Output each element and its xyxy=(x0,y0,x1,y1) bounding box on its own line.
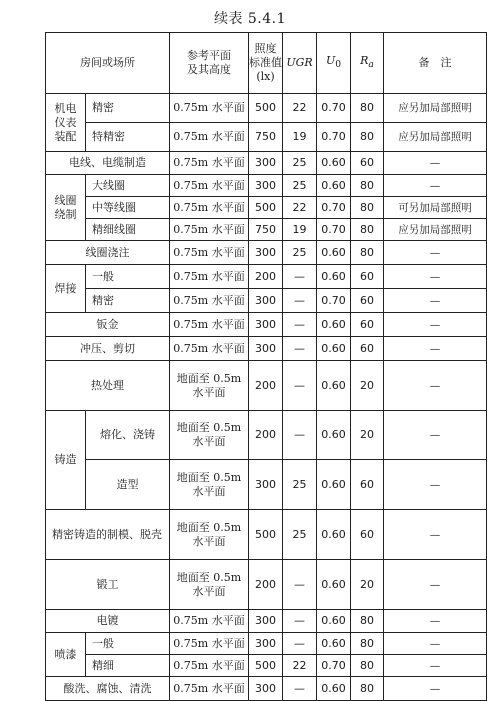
ugr-cell: 22 xyxy=(283,197,317,219)
plane-cell: 地面至 0.5m 水平面 xyxy=(170,510,249,560)
u0-cell: 0.70 xyxy=(317,197,351,219)
group-cell: 线圈 绕制 xyxy=(46,175,86,241)
table-row xyxy=(46,361,487,411)
ra-cell: 80 xyxy=(351,175,384,197)
ugr-cell: — xyxy=(283,337,317,361)
table-row xyxy=(46,265,487,289)
header-ra: $R_a$ xyxy=(351,33,384,94)
plane-cell: 0.75m 水平面 xyxy=(170,123,249,152)
plane-cell: 0.75m 水平面 xyxy=(170,655,249,677)
lux-cell: 500 xyxy=(249,655,283,677)
u0-cell: 0.60 xyxy=(317,265,351,289)
ugr-cell: 22 xyxy=(283,94,317,123)
header-ugr: UGR xyxy=(283,33,317,94)
table-row xyxy=(46,610,487,633)
note-cell: — xyxy=(384,655,487,677)
u0-cell: 0.70 xyxy=(317,219,351,241)
u0-cell: 0.60 xyxy=(317,175,351,197)
ugr-cell: — xyxy=(283,361,317,411)
plane-cell: 0.75m 水平面 xyxy=(170,610,249,633)
ra-cell: 80 xyxy=(351,633,384,655)
note-cell: — xyxy=(384,460,487,510)
u0-cell: 0.60 xyxy=(317,633,351,655)
ugr-cell: — xyxy=(283,265,317,289)
place-cell: 线圈浇注 xyxy=(46,241,170,265)
u0-cell: 0.60 xyxy=(317,361,351,411)
plane-cell: 0.75m 水平面 xyxy=(170,219,249,241)
place-cell: 精密铸造的制模、脱壳 xyxy=(46,510,170,560)
u0-cell: 0.60 xyxy=(317,241,351,265)
u0-cell: 0.60 xyxy=(317,560,351,610)
ugr-cell: — xyxy=(283,560,317,610)
ra-cell: 60 xyxy=(351,289,384,313)
table-title: 续表 5.4.1 xyxy=(213,11,287,27)
note-cell: — xyxy=(384,289,487,313)
note-cell: — xyxy=(384,152,487,175)
ra-cell: 80 xyxy=(351,610,384,633)
note-cell: 应另加局部照明 xyxy=(384,94,487,123)
group-cell: 喷漆 xyxy=(46,633,86,677)
table-row xyxy=(46,460,487,510)
u0-cell: 0.70 xyxy=(317,655,351,677)
plane-cell: 0.75m 水平面 xyxy=(170,677,249,701)
sub-place-cell: 中等线圈 xyxy=(86,197,170,219)
lux-cell: 500 xyxy=(249,510,283,560)
ra-cell: 60 xyxy=(351,313,384,337)
ugr-cell: 25 xyxy=(283,152,317,175)
note-cell: — xyxy=(384,175,487,197)
ra-cell: 80 xyxy=(351,123,384,152)
place-cell: 酸洗、腐蚀、清洗 xyxy=(46,677,170,701)
ugr-cell: — xyxy=(283,411,317,460)
header-plane: 参考平面 及其高度 xyxy=(170,33,249,94)
plane-cell: 0.75m 水平面 xyxy=(170,633,249,655)
place-cell: 电线、电缆制造 xyxy=(46,152,170,175)
sub-place-cell: 造型 xyxy=(86,460,170,510)
table-row xyxy=(46,510,487,560)
note-cell: 应另加局部照明 xyxy=(384,123,487,152)
u0-cell: 0.60 xyxy=(317,337,351,361)
place-cell: 电镀 xyxy=(46,610,170,633)
ra-cell: 20 xyxy=(351,411,384,460)
plane-cell: 0.75m 水平面 xyxy=(170,337,249,361)
table-row xyxy=(46,411,487,460)
plane-cell: 地面至 0.5m 水平面 xyxy=(170,361,249,411)
ugr-cell: — xyxy=(283,633,317,655)
sub-place-cell: 精密 xyxy=(86,94,170,123)
lux-cell: 200 xyxy=(249,411,283,460)
ugr-cell: 25 xyxy=(283,175,317,197)
sub-place-cell: 熔化、浇铸 xyxy=(86,411,170,460)
sub-place-cell: 精密 xyxy=(86,289,170,313)
plane-cell: 地面至 0.5m 水平面 xyxy=(170,560,249,610)
note-cell: — xyxy=(384,411,487,460)
ra-cell: 20 xyxy=(351,361,384,411)
ugr-cell: — xyxy=(283,610,317,633)
note-cell: — xyxy=(384,265,487,289)
table-row xyxy=(46,219,487,241)
note-cell: 可另加局部照明 xyxy=(384,197,487,219)
group-cell: 焊接 xyxy=(46,265,86,313)
lux-cell: 500 xyxy=(249,94,283,123)
sub-place-cell: 一般 xyxy=(86,265,170,289)
plane-cell: 0.75m 水平面 xyxy=(170,313,249,337)
u0-cell: 0.60 xyxy=(317,460,351,510)
table-row xyxy=(46,241,487,265)
ra-cell: 80 xyxy=(351,655,384,677)
u0-cell: 0.60 xyxy=(317,411,351,460)
plane-cell: 0.75m 水平面 xyxy=(170,152,249,175)
place-cell: 钣金 xyxy=(46,313,170,337)
u0-cell: 0.70 xyxy=(317,123,351,152)
place-cell: 冲压、剪切 xyxy=(46,337,170,361)
header-lux: 照度 标准值 (lx) xyxy=(249,33,283,94)
ugr-cell: — xyxy=(283,289,317,313)
table-row xyxy=(46,677,487,701)
ra-cell: 60 xyxy=(351,460,384,510)
header-place: 房间或场所 xyxy=(46,33,170,94)
header-row xyxy=(46,33,487,94)
plane-cell: 0.75m 水平面 xyxy=(170,197,249,219)
table-row xyxy=(46,289,487,313)
ra-cell: 80 xyxy=(351,197,384,219)
u0-cell: 0.70 xyxy=(317,94,351,123)
plane-cell: 0.75m 水平面 xyxy=(170,175,249,197)
plane-cell: 地面至 0.5m 水平面 xyxy=(170,411,249,460)
lux-cell: 300 xyxy=(249,241,283,265)
sub-place-cell: 精细线圈 xyxy=(86,219,170,241)
sub-place-cell: 一般 xyxy=(86,633,170,655)
ra-cell: 20 xyxy=(351,560,384,610)
ugr-cell: 22 xyxy=(283,655,317,677)
u0-cell: 0.60 xyxy=(317,677,351,701)
u0-cell: 0.70 xyxy=(317,289,351,313)
ugr-cell: 25 xyxy=(283,241,317,265)
note-cell: — xyxy=(384,313,487,337)
lux-cell: 300 xyxy=(249,152,283,175)
place-cell: 锻工 xyxy=(46,560,170,610)
ra-cell: 80 xyxy=(351,219,384,241)
u0-cell: 0.60 xyxy=(317,610,351,633)
table-row xyxy=(46,175,487,197)
u0-cell: 0.60 xyxy=(317,510,351,560)
table-row xyxy=(46,337,487,361)
lux-cell: 300 xyxy=(249,633,283,655)
lux-cell: 300 xyxy=(249,610,283,633)
sub-place-cell: 大线圈 xyxy=(86,175,170,197)
table-row xyxy=(46,655,487,677)
lux-cell: 200 xyxy=(249,560,283,610)
ra-cell: 80 xyxy=(351,94,384,123)
lighting-standards-table xyxy=(45,32,487,701)
ugr-cell: 25 xyxy=(283,460,317,510)
ugr-cell: 25 xyxy=(283,510,317,560)
ra-cell: 60 xyxy=(351,152,384,175)
note-cell: — xyxy=(384,510,487,560)
header-note: 备 注 xyxy=(384,33,487,94)
lux-cell: 200 xyxy=(249,265,283,289)
plane-cell: 0.75m 水平面 xyxy=(170,289,249,313)
ra-cell: 60 xyxy=(351,510,384,560)
table-row xyxy=(46,94,487,123)
note-cell: — xyxy=(384,241,487,265)
note-cell: 应另加局部照明 xyxy=(384,219,487,241)
lux-cell: 300 xyxy=(249,175,283,197)
note-cell: — xyxy=(384,337,487,361)
ugr-cell: 19 xyxy=(283,219,317,241)
place-cell: 热处理 xyxy=(46,361,170,411)
ra-cell: 60 xyxy=(351,265,384,289)
table-row xyxy=(46,313,487,337)
ugr-cell: — xyxy=(283,677,317,701)
ra-cell: 80 xyxy=(351,677,384,701)
note-cell: — xyxy=(384,677,487,701)
lux-cell: 500 xyxy=(249,197,283,219)
sub-place-cell: 精细 xyxy=(86,655,170,677)
u0-cell: 0.60 xyxy=(317,313,351,337)
table-row xyxy=(46,123,487,152)
lux-cell: 750 xyxy=(249,123,283,152)
table-row xyxy=(46,197,487,219)
ra-cell: 80 xyxy=(351,241,384,265)
ugr-cell: 19 xyxy=(283,123,317,152)
lux-cell: 300 xyxy=(249,460,283,510)
note-cell: — xyxy=(384,610,487,633)
group-cell: 机电 仪表 装配 xyxy=(46,94,86,152)
lux-cell: 750 xyxy=(249,219,283,241)
sub-place-cell: 特精密 xyxy=(86,123,170,152)
ugr-cell: — xyxy=(283,313,317,337)
table-row xyxy=(46,633,487,655)
note-cell: — xyxy=(384,633,487,655)
lux-cell: 300 xyxy=(249,337,283,361)
note-cell: — xyxy=(384,560,487,610)
u0-cell: 0.60 xyxy=(317,152,351,175)
table-row xyxy=(46,560,487,610)
ra-cell: 60 xyxy=(351,337,384,361)
lux-cell: 300 xyxy=(249,313,283,337)
plane-cell: 0.75m 水平面 xyxy=(170,241,249,265)
header-u0: $U_0$ xyxy=(317,33,351,94)
plane-cell: 0.75m 水平面 xyxy=(170,94,249,123)
lux-cell: 200 xyxy=(249,361,283,411)
plane-cell: 0.75m 水平面 xyxy=(170,265,249,289)
table-row xyxy=(46,152,487,175)
group-cell: 铸造 xyxy=(46,411,86,510)
plane-cell: 地面至 0.5m 水平面 xyxy=(170,460,249,510)
note-cell: — xyxy=(384,361,487,411)
lux-cell: 300 xyxy=(249,677,283,701)
lux-cell: 300 xyxy=(249,289,283,313)
